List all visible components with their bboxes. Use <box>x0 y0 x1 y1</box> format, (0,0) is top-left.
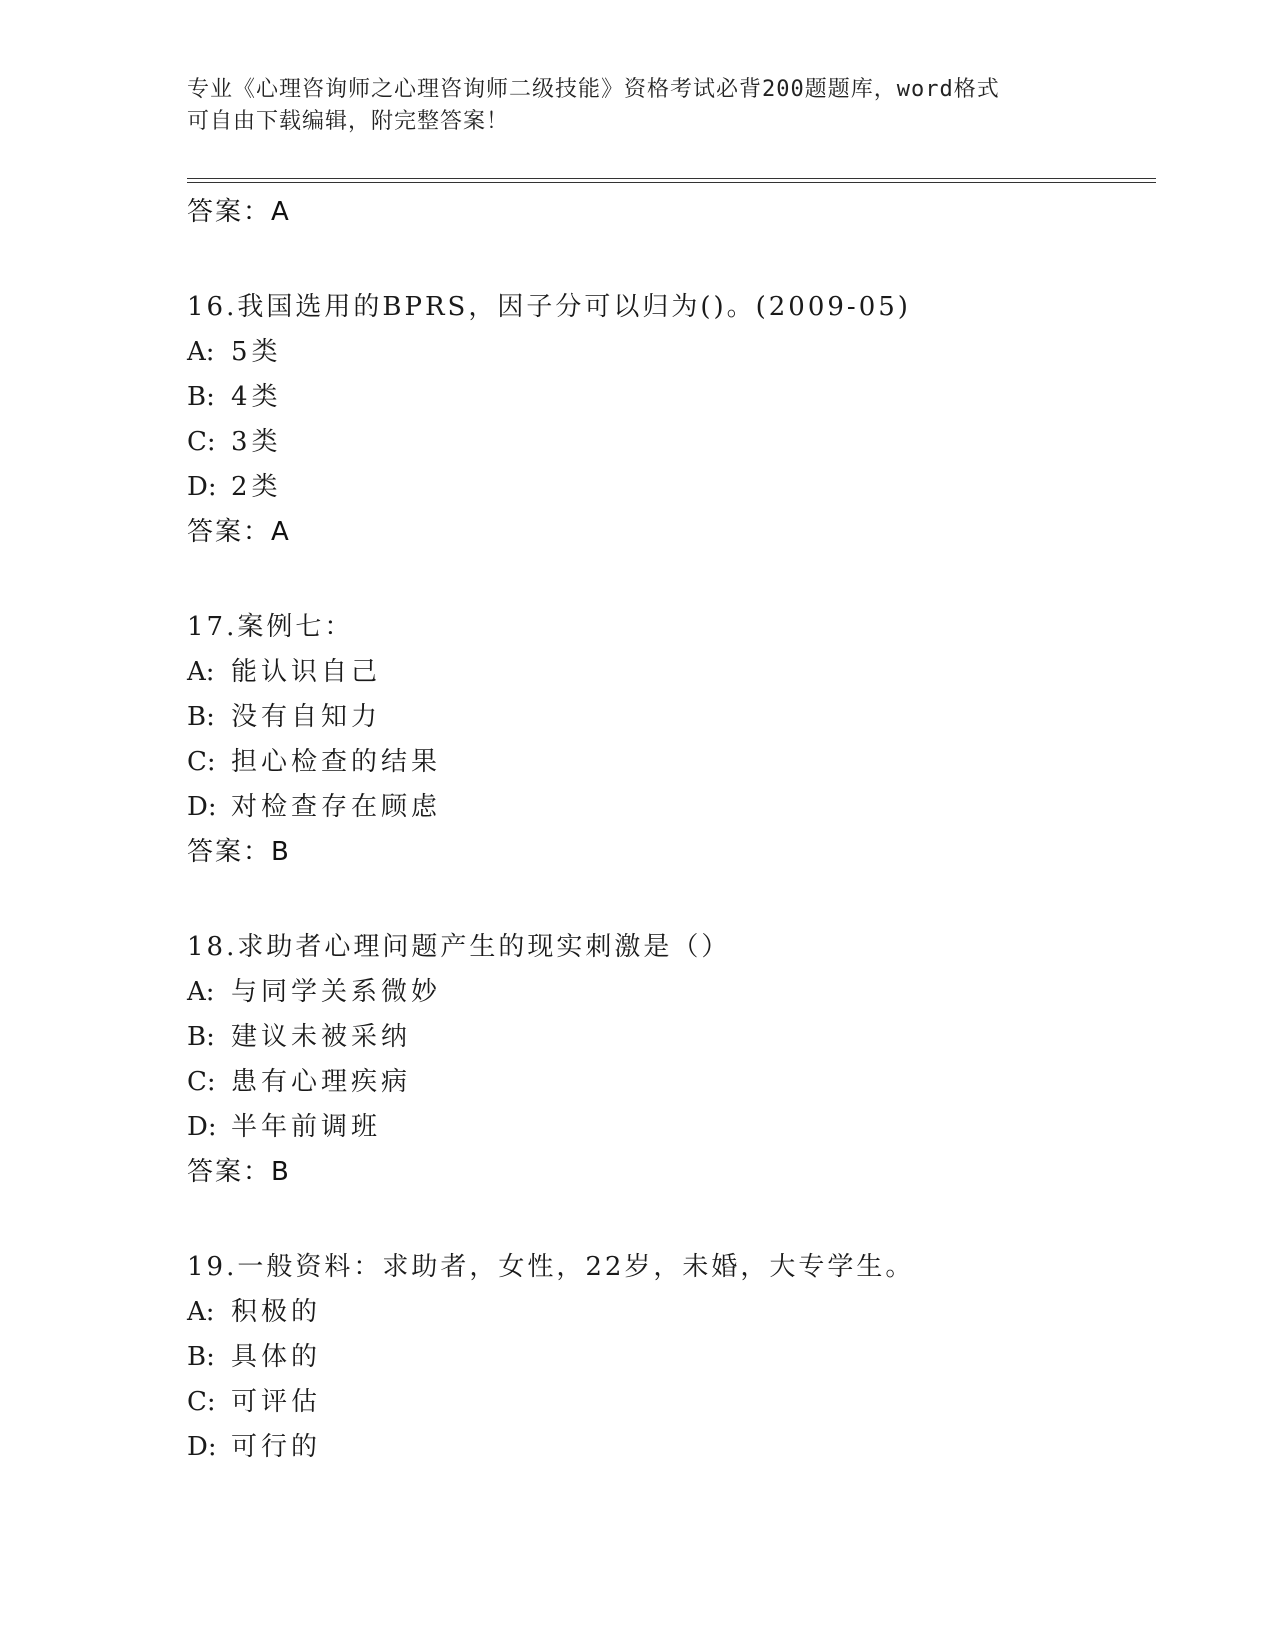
header-line-2: 可自由下载编辑，附完整答案！ <box>187 109 510 134</box>
option-c <box>187 420 1147 465</box>
question-list <box>187 190 1147 1470</box>
spacer <box>187 554 1147 604</box>
option-key: D: <box>187 472 217 502</box>
option-text: 没有自知力 <box>231 702 382 732</box>
option-key: C: <box>187 1067 216 1097</box>
option-c <box>187 740 1147 785</box>
question-stem-16: 16.我国选用的BPRS，因子分可以归为()。(2009-05) <box>187 292 911 322</box>
option-key: A: <box>187 337 215 367</box>
option-a <box>187 1290 1147 1335</box>
question-stem-19: 19.一般资料：求助者，女性，22岁，未婚，大专学生。 <box>187 1252 915 1282</box>
option-b <box>187 695 1147 740</box>
option-text: 3类 <box>231 427 282 457</box>
option-d <box>187 1425 1147 1470</box>
option-c <box>187 1060 1147 1105</box>
header-line-1: 专业《心理咨询师之心理咨询师二级技能》资格考试必背200题题库，word格式 <box>187 77 1000 102</box>
option-key: C: <box>187 1387 216 1417</box>
option-key: B: <box>187 1342 215 1372</box>
option-text: 半年前调班 <box>231 1112 382 1142</box>
document-header <box>187 74 1087 138</box>
option-text: 可评估 <box>231 1387 322 1417</box>
question-stem-18: 18.求助者心理问题产生的现实刺激是（） <box>187 932 731 962</box>
option-key: A: <box>187 1297 215 1327</box>
option-key: C: <box>187 747 216 777</box>
option-key: B: <box>187 1022 215 1052</box>
option-text: 可行的 <box>231 1432 322 1462</box>
option-b <box>187 1015 1147 1060</box>
option-text: 2类 <box>231 472 282 502</box>
option-text: 5类 <box>231 337 282 367</box>
option-key: D: <box>187 792 217 822</box>
option-key: A: <box>187 977 215 1007</box>
option-b <box>187 1335 1147 1380</box>
answer-line: 答案：B <box>187 1157 291 1187</box>
option-key: B: <box>187 382 215 412</box>
option-text: 患有心理疾病 <box>231 1067 412 1097</box>
option-text: 担心检查的结果 <box>231 747 442 777</box>
option-text: 具体的 <box>231 1342 322 1372</box>
option-b <box>187 375 1147 420</box>
option-key: C: <box>187 427 216 457</box>
option-d <box>187 1105 1147 1150</box>
option-text: 建议未被采纳 <box>231 1022 412 1052</box>
option-c <box>187 1380 1147 1425</box>
option-text: 对检查存在顾虑 <box>231 792 442 822</box>
option-key: D: <box>187 1112 217 1142</box>
option-d <box>187 465 1147 510</box>
answer-line: 答案：A <box>187 197 291 227</box>
spacer <box>187 874 1147 924</box>
spacer <box>187 1194 1147 1244</box>
answer-line: 答案：A <box>187 517 291 547</box>
option-d <box>187 785 1147 830</box>
option-key: B: <box>187 702 215 732</box>
option-key: D: <box>187 1432 217 1462</box>
option-a <box>187 330 1147 375</box>
option-text: 4类 <box>231 382 282 412</box>
header-divider-bottom <box>187 182 1156 183</box>
answer-line: 答案：B <box>187 837 291 867</box>
option-a <box>187 650 1147 695</box>
header-divider-top <box>187 178 1156 179</box>
option-text: 与同学关系微妙 <box>231 977 442 1007</box>
option-a <box>187 970 1147 1015</box>
option-text: 积极的 <box>231 1297 322 1327</box>
option-key: A: <box>187 657 215 687</box>
spacer <box>187 234 1147 284</box>
question-stem-17: 17.案例七： <box>187 612 354 642</box>
option-text: 能认识自己 <box>231 657 382 687</box>
